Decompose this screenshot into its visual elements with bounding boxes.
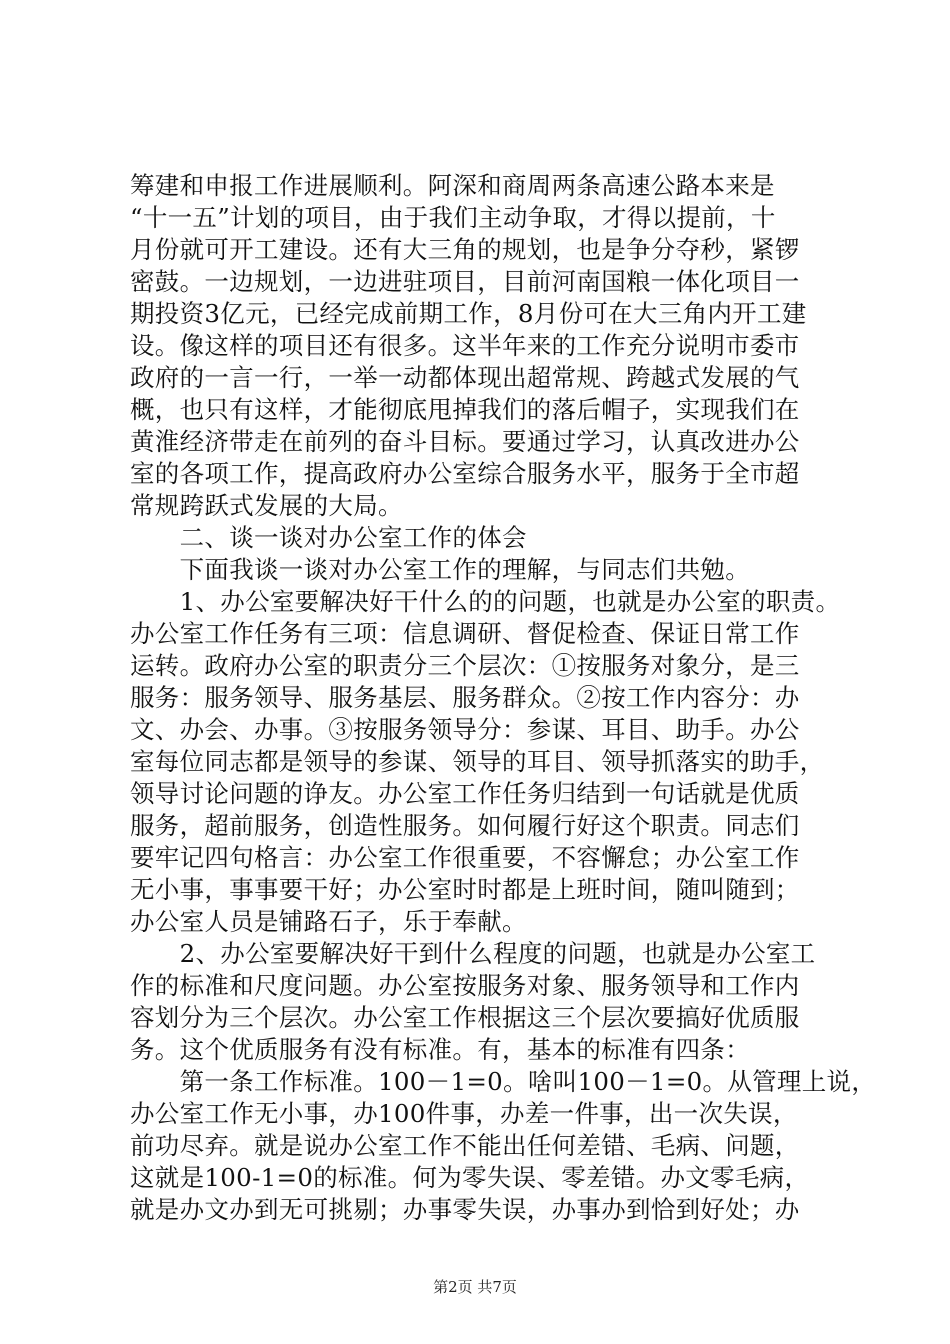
text-line: 办公室人员是铺路石子，乐于奉献。 — [130, 907, 527, 936]
text-line: 黄淮经济带走在前列的奋斗目标。要通过学习，认真改进办公 — [130, 427, 800, 456]
text-line: 第一条工作标准。100－1=0。啥叫100－1=0。从管理上说， — [130, 1067, 877, 1096]
text-line: 概，也只有这样，才能彻底甩掉我们的落后帽子，实现我们在 — [130, 395, 800, 424]
text-line: 就是办文办到无可挑剔；办事零失误，办事办到恰到好处；办 — [130, 1195, 800, 1224]
text-line: 服务：服务领导、服务基层、服务群众。②按工作内容分：办 — [130, 683, 800, 712]
text-line: 期投资3亿元，已经完成前期工作，8月份可在大三角内开工建 — [130, 299, 807, 328]
text-line: 室的各项工作，提高政府办公室综合服务水平，服务于全市超 — [130, 459, 800, 488]
text-line: 要牢记四句格言：办公室工作很重要，不容懈怠；办公室工作 — [130, 843, 800, 872]
text-line: 作的标准和尺度问题。办公室按服务对象、服务领导和工作内 — [130, 971, 800, 1000]
text-line: 前功尽弃。就是说办公室工作不能出任何差错、毛病、问题， — [130, 1131, 800, 1160]
text-line: 1、办公室要解决好干什么的的问题，也就是办公室的职责。 — [130, 587, 841, 616]
text-line: 筹建和申报工作进展顺利。阿深和商周两条高速公路本来是 — [130, 171, 775, 200]
text-line: 这就是100-1=0的标准。何为零失误、零差错。办文零毛病， — [130, 1163, 810, 1192]
text-line: 室每位同志都是领导的参谋、领导的耳目、领导抓落实的助手， — [130, 747, 825, 776]
text-line: 服务，超前服务，创造性服务。如何履行好这个职责。同志们 — [130, 811, 800, 840]
text-line: 政府的一言一行，一举一动都体现出超常规、跨越式发展的气 — [130, 363, 800, 392]
page-number-footer: 第2页 共7页 — [433, 1278, 517, 1296]
text-line: 2、办公室要解决好干到什么程度的问题，也就是办公室工 — [130, 939, 816, 968]
section-heading: 二、谈一谈对办公室工作的体会 — [130, 523, 527, 552]
document-body — [130, 170, 877, 1226]
text-line: 下面我谈一谈对办公室工作的理解，与同志们共勉。 — [130, 555, 750, 584]
text-line: “十一五”计划的项目，由于我们主动争取，才得以提前，十 — [130, 203, 776, 232]
text-line: 设。像这样的项目还有很多。这半年来的工作充分说明市委市 — [130, 331, 800, 360]
text-line: 办公室工作无小事，办100件事，办差一件事，出一次失误， — [130, 1099, 798, 1128]
text-line: 容划分为三个层次。办公室工作根据这三个层次要搞好优质服 — [130, 1003, 800, 1032]
text-line: 无小事，事事要干好；办公室时时都是上班时间，随叫随到； — [130, 875, 800, 904]
text-line: 运转。政府办公室的职责分三个层次：①按服务对象分，是三 — [130, 651, 800, 680]
text-line: 月份就可开工建设。还有大三角的规划，也是争分夺秒，紧锣 — [130, 235, 800, 264]
text-line: 务。这个优质服务有没有标准。有，基本的标准有四条： — [130, 1035, 750, 1064]
text-line: 常规跨跃式发展的大局。 — [130, 491, 403, 520]
text-line: 密鼓。一边规划，一边进驻项目，目前河南国粮一体化项目一 — [130, 267, 800, 296]
text-line: 文、办会、办事。③按服务领导分：参谋、耳目、助手。办公 — [130, 715, 800, 744]
text-line: 办公室工作任务有三项：信息调研、督促检查、保证日常工作 — [130, 619, 800, 648]
text-line: 领导讨论问题的诤友。办公室工作任务归结到一句话就是优质 — [130, 779, 800, 808]
